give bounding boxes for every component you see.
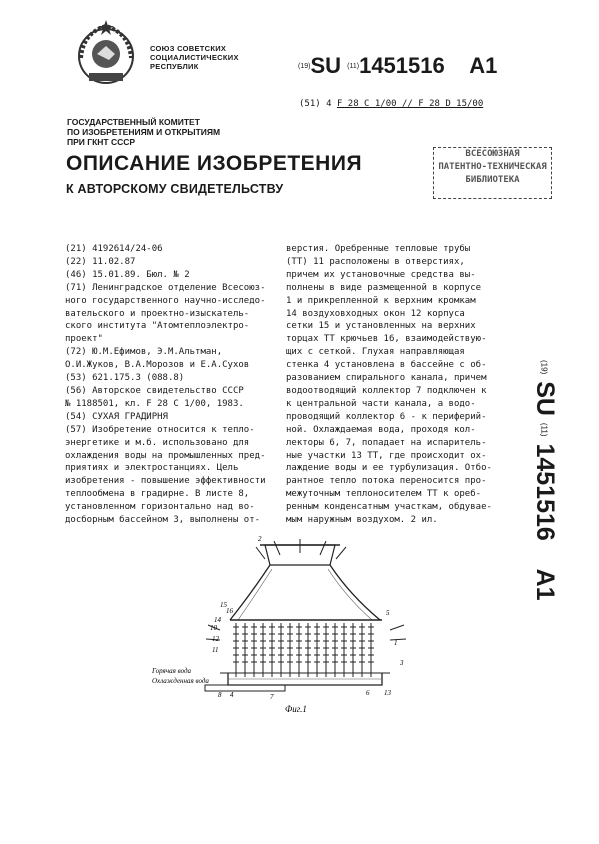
label-6: 6 (366, 689, 370, 697)
ipc-classification: (51) 4 F 28 C 1/00 // F 28 D 15/00 (299, 99, 484, 109)
abstract-column: верстия. Оребренные тепловые трубы (ТТ) 11 расположены в отверстиях, причем их установочные средства вы- полнены в виде размещенной в корпусе 1 и прикрепленной к верхним кромкам 14 воздуховходных окон 12 корпуса сетки 15 и установленных на верхних торцах ТТ крючьев 16, взаимодействую- щих с сеткой. Глухая направляющая стенка 4 установлена в бассейне с об- разованием спирального канала, причем водоотводящий коллектор 7 подключен к к центральной части канала, а водо- проводящий коллектор 6 - к периферий- ной. Охлаждаемая вода, проходя кол- лекторы 6, 7, попадает на испаритель- ные участки 13 ТТ, где происходит ох- лаждение воды и ее турбулизация. Отбо- рантное тепло потока переносится про- межуточным теплоносителем ТТ к ореб- ренным конденсатным участкам, обдувае- мым наружным воздухом. 2 ил. (286, 244, 492, 526)
ipc-codes: F 28 C 1/00 // F 28 D 15/00 (336, 99, 484, 109)
label-14: 14 (214, 616, 221, 624)
committee-name: ГОСУДАРСТВЕННЫЙ КОМИТЕТ ПО ИЗОБРЕТЕНИЯМ И ОТКРЫТИЯМ ПРИ ГКНТ СССР (67, 117, 221, 147)
document-subtitle: К АВТОРСКОМУ СВИДЕТЕЛЬСТВУ (66, 182, 284, 196)
figure-1-drawing (150, 535, 420, 715)
label-12: 12 (212, 635, 219, 643)
patent-number: 1451516 (359, 53, 445, 78)
label-hot-water: Горячая вода (152, 667, 192, 675)
kind-code: A1 (469, 53, 498, 78)
heat-pipes (233, 623, 374, 677)
patent-number-block (298, 54, 497, 79)
label-2: 2 (258, 535, 262, 543)
label-7: 7 (270, 693, 274, 701)
figure-caption: Фиг.1 (285, 704, 307, 714)
country-code: SU (310, 53, 342, 78)
label-4: 4 (230, 691, 234, 699)
library-stamp: ВСЕСОЮЗНАЯ ПАТЕНТНО-ТЕХНИЧЕСКАЯ БИБЛИОТЕКА (433, 147, 552, 199)
label-5: 5 (386, 609, 390, 617)
label-15: 15 (220, 601, 227, 609)
code-11: (11) (347, 63, 360, 71)
side-patent-number: (19) SU (11) 1451516 A1 (531, 360, 559, 601)
label-11: 11 (212, 646, 219, 654)
label-1: 1 (394, 639, 398, 647)
label-cooled-water: Охлажденная вода (152, 677, 209, 685)
label-8: 8 (218, 691, 222, 699)
bibliographic-column: (21) 4192614/24-06 (22) 11.02.87 (46) 15.01.89. Бюл. № 2 (71) Ленинградское отделение Всесоюз- ного государственного научно-исследо- вательского и проектно-изыскатель- ского института "Атомтеплоэлектро- проект" (72) Ю.М.Ефимов, Э.М.Альтман, О.И.Жуков, В.А.Морозов и Е.А.Сухов (53) 621.175.3 (088.8) (56) Авторское свидетельство СССР № 1188501, кл. F 28 C 1/00, 1983. (54) СУХАЯ ГРАДИРНЯ (57) Изобретение относится к тепло- энергетике и м.б. использовано для охлаждения воды на промышленных пред- приятиях и электростанциях. Цель изобретения - повышение эффективности теплообмена в градирне. В листе 8, установленном горизонтально над во- досборным бассейном 3, выполнены от- (65, 244, 266, 526)
label-10: 10 (210, 624, 217, 632)
ussr-emblem-icon (75, 18, 137, 86)
code-19: (19) (298, 63, 311, 71)
country-name: СОЮЗ СОВЕТСКИХ СОЦИАЛИСТИЧЕСКИХ РЕСПУБЛИК (150, 44, 239, 71)
label-16: 16 (226, 607, 233, 615)
document-title: ОПИСАНИЕ ИЗОБРЕТЕНИЯ (66, 152, 363, 175)
label-13: 13 (384, 689, 391, 697)
label-3: 3 (400, 659, 404, 667)
